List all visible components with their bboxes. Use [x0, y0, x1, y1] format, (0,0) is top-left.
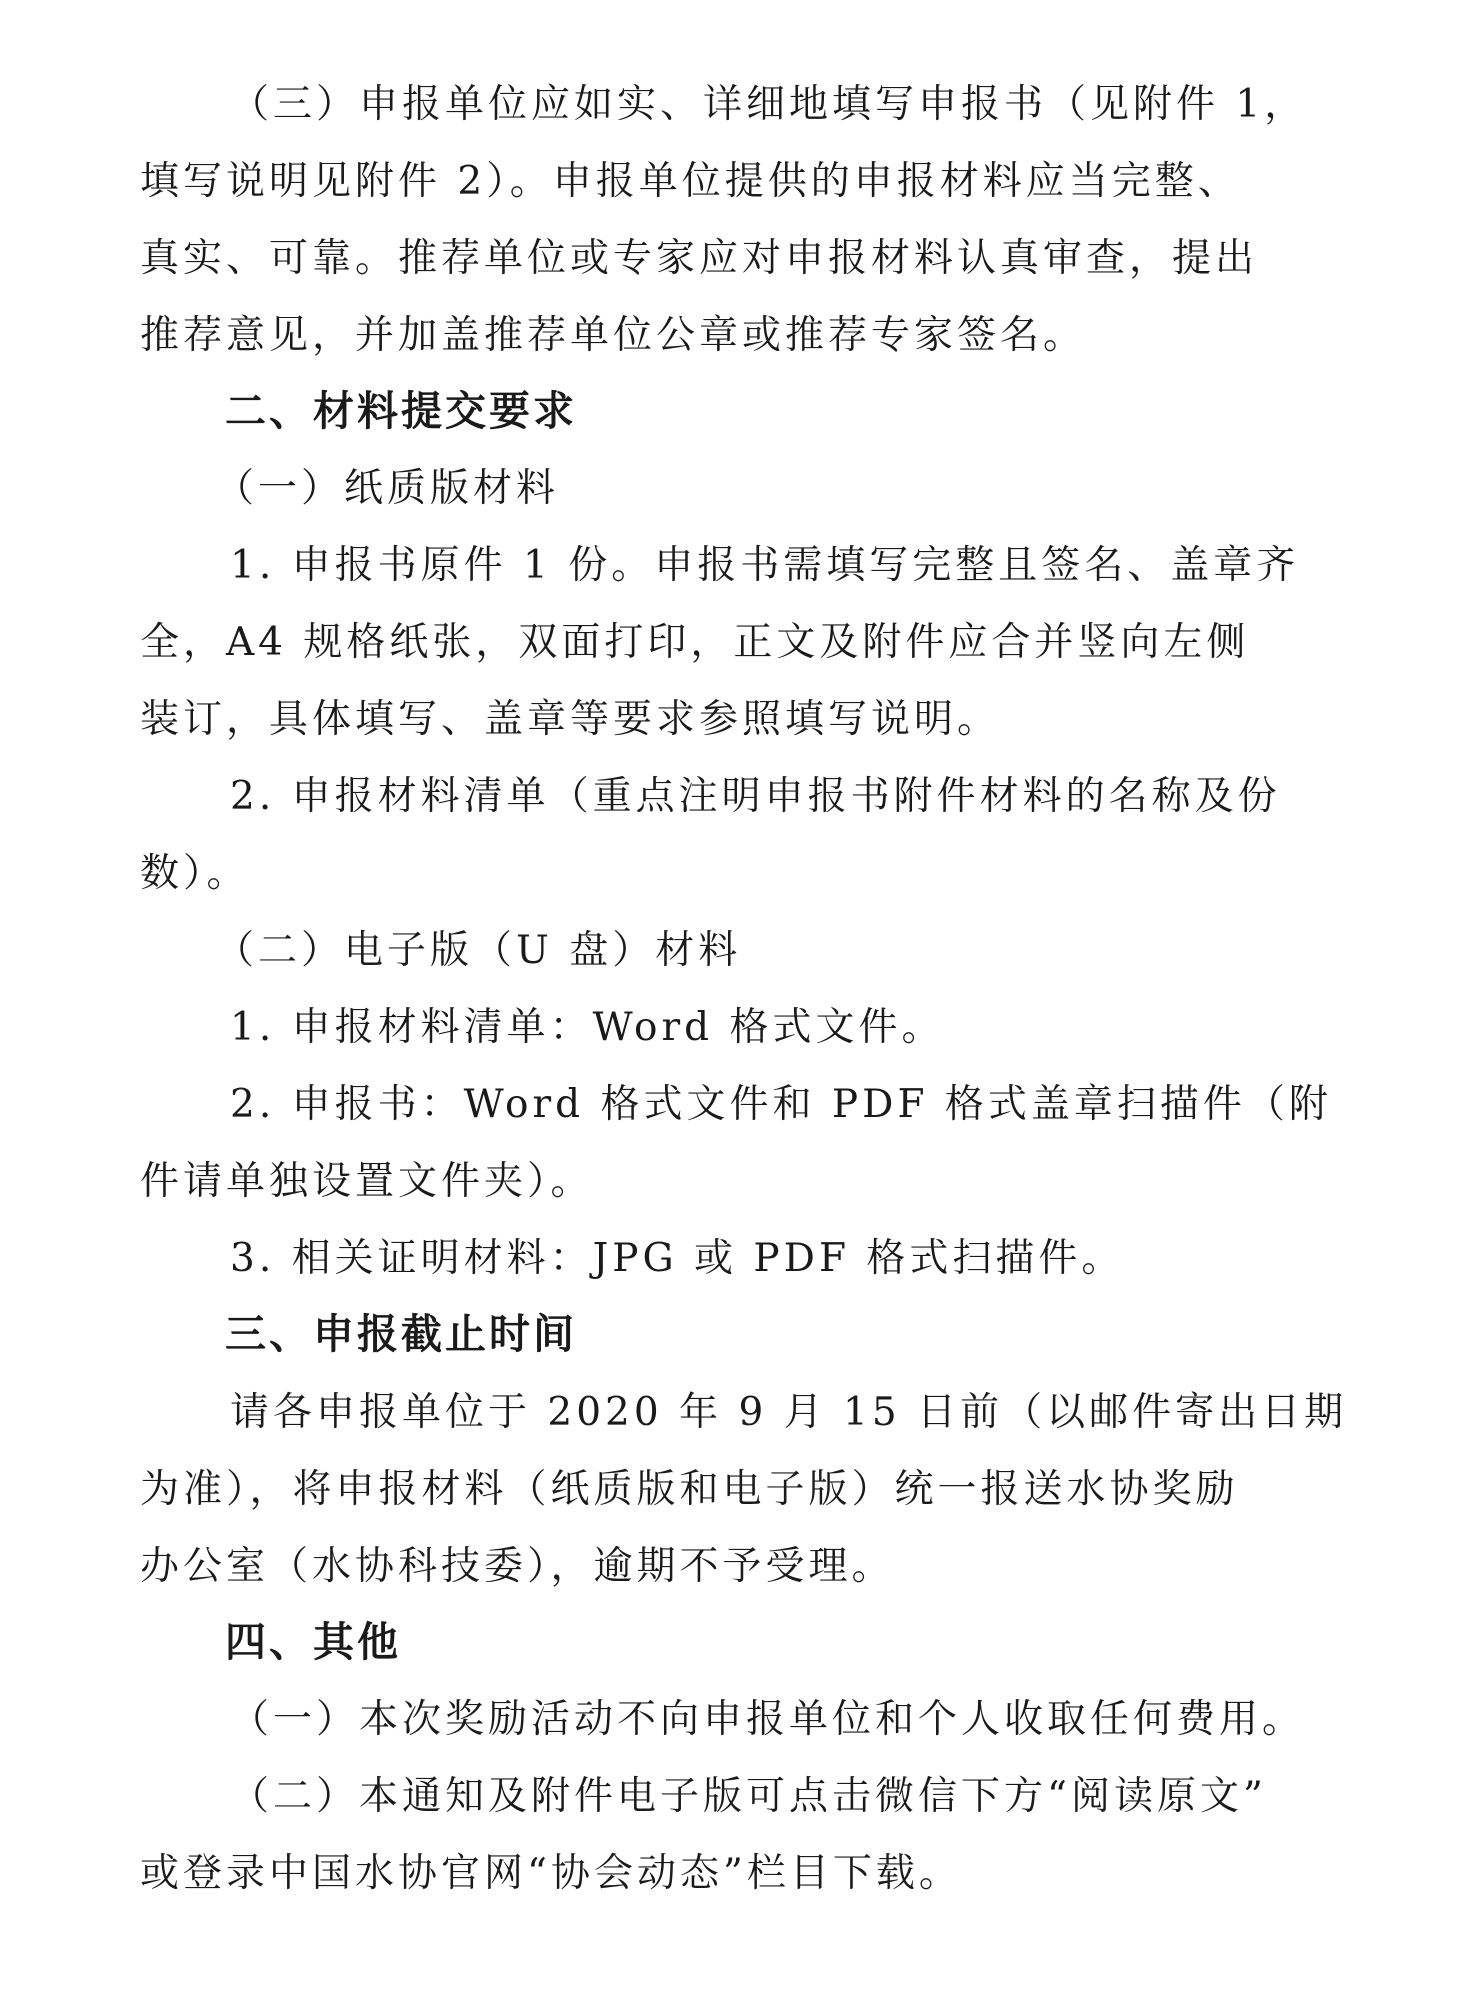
list-item: 2. 申报书：Word 格式文件和 PDF 格式盖章扫描件（附	[230, 1082, 1332, 1127]
paragraph-line: 全，A4 规格纸张，双面打印，正文及附件应合并竖向左侧	[140, 620, 1250, 665]
paragraph-line: 为准），将申报材料（纸质版和电子版）统一报送水协奖励	[140, 1467, 1239, 1512]
paragraph-line: 填写说明见附件 2）。申报单位提供的申报材料应当完整、	[140, 159, 1241, 204]
list-item: 1. 申报材料清单：Word 格式文件。	[230, 1005, 945, 1050]
paragraph-line: 推荐意见，并加盖推荐单位公章或推荐专家签名。	[140, 313, 1087, 358]
subsection-heading: （一）纸质版材料	[215, 466, 560, 511]
paragraph-line: 真实、可靠。推荐单位或专家应对申报材料认真审查，提出	[140, 236, 1259, 281]
section-heading: 四、其他	[225, 1618, 401, 1666]
paragraph-line: 装订，具体填写、盖章等要求参照填写说明。	[140, 697, 1001, 742]
paragraph-line: 办公室（水协科技委），逾期不予受理。	[140, 1544, 895, 1589]
paragraph-line: 数）。	[140, 851, 250, 896]
list-item: （二）本通知及附件电子版可点击微信下方“阅读原文”	[230, 1774, 1267, 1819]
section-heading: 三、申报截止时间	[225, 1310, 577, 1358]
list-item: （一）本次奖励活动不向申报单位和个人收取任何费用。	[230, 1697, 1306, 1742]
paragraph-line: 或登录中国水协官网“协会动态”栏目下载。	[140, 1851, 962, 1896]
paragraph-line: 件请单独设置文件夹）。	[140, 1159, 594, 1204]
list-item: 3. 相关证明材料：JPG 或 PDF 格式扫描件。	[230, 1236, 1125, 1281]
subsection-heading: （二）电子版（U 盘）材料	[215, 928, 742, 973]
paragraph-line: （三）申报单位应如实、详细地填写申报书（见附件 1，	[230, 82, 1308, 127]
list-item: 1. 申报书原件 1 份。申报书需填写完整且签名、盖章齐	[230, 543, 1300, 588]
section-heading: 二、材料提交要求	[225, 387, 577, 435]
paragraph-line: 请各申报单位于 2020 年 9 月 15 日前（以邮件寄出日期	[230, 1390, 1348, 1435]
list-item: 2. 申报材料清单（重点注明申报书附件材料的名称及份	[230, 774, 1281, 819]
